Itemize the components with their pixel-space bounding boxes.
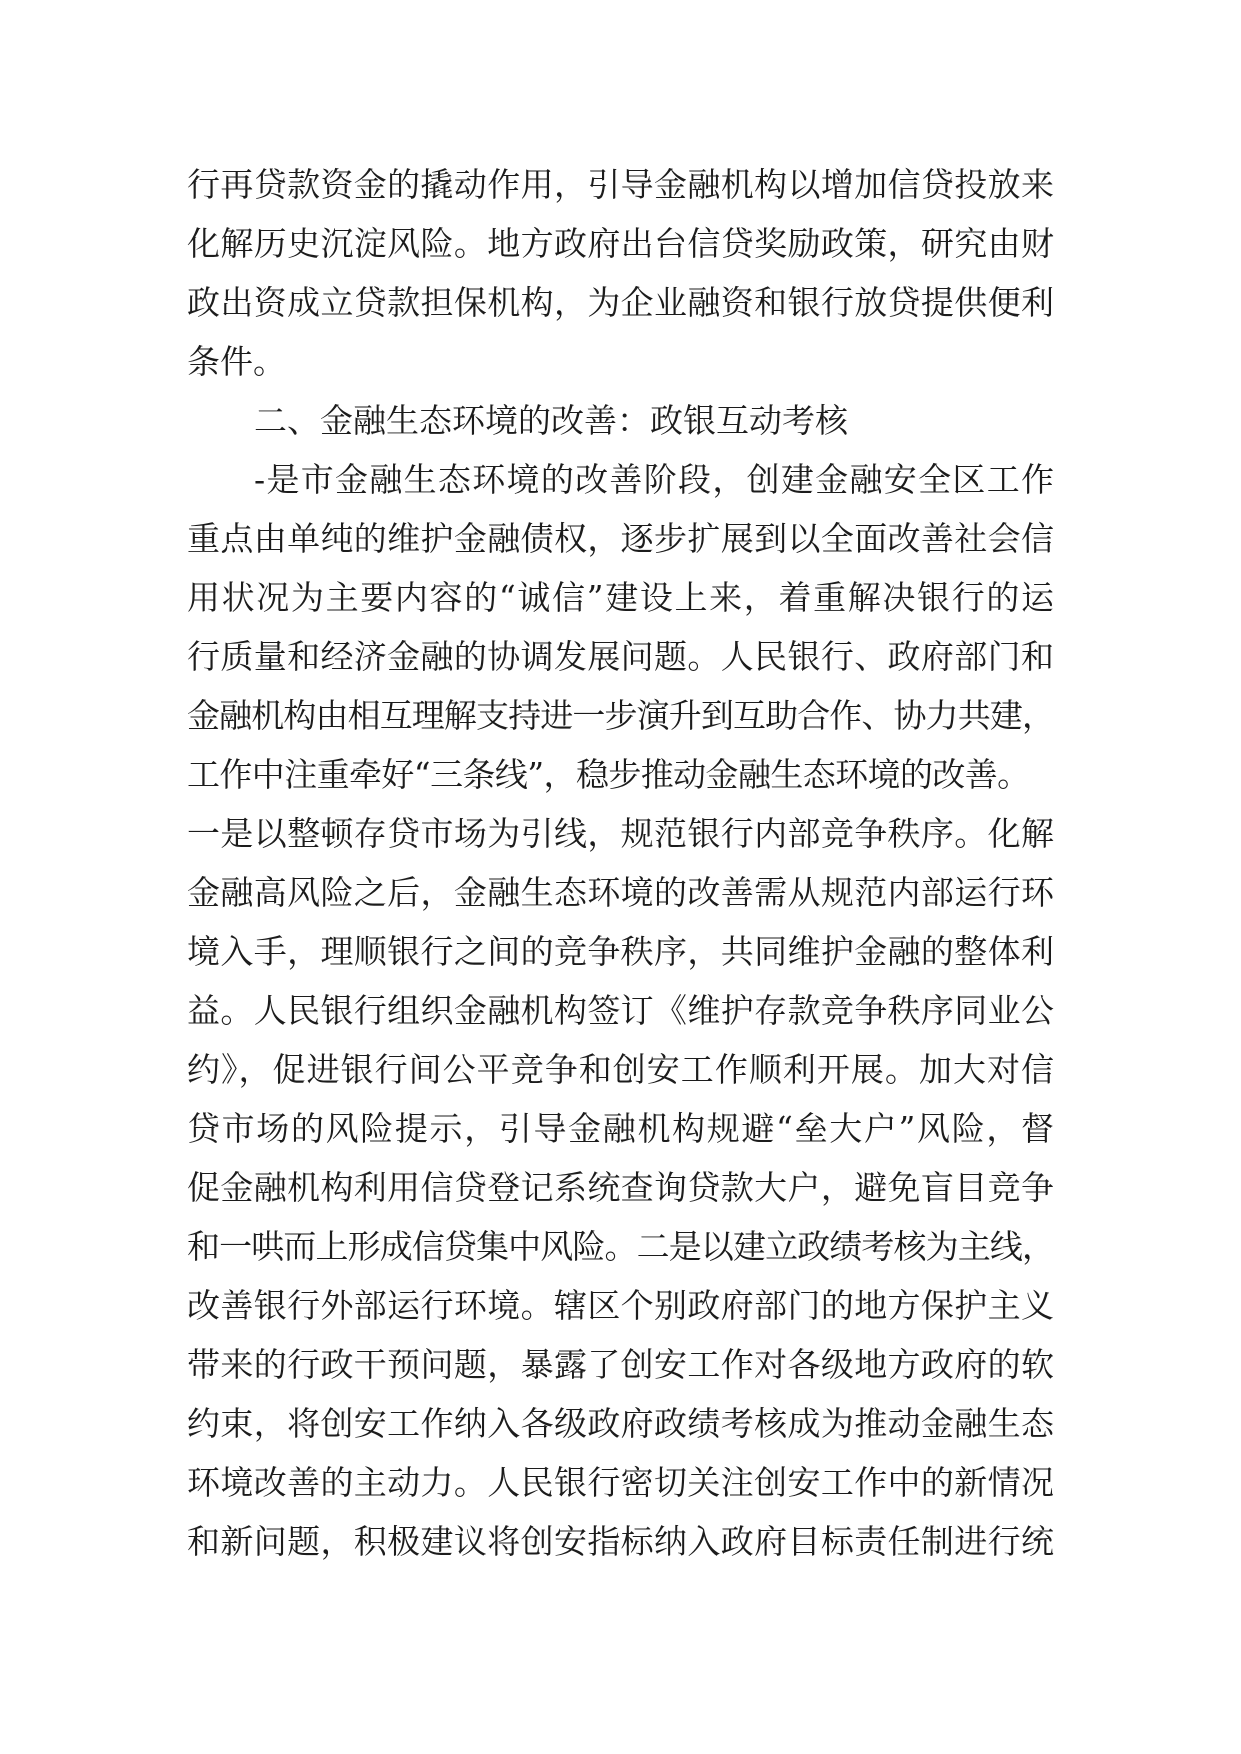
- intro-paragraph: [187, 155, 1054, 391]
- section-heading: 二、金融生态环境的改善：政银互动考核: [254, 401, 848, 440]
- text-line: 政出资成立贷款担保机构，为企业融资和银行放贷提供便利: [187, 283, 1054, 322]
- text-line: 益。人民银行组织金融机构签订《维护存款竞争秩序同业公: [187, 991, 1054, 1030]
- text-line: 约束，将创安工作纳入各级政府政绩考核成为推动金融生态: [187, 1404, 1054, 1443]
- text-line: 重点由单纯的维护金融债权，逐步扩展到以全面改善社会信: [187, 519, 1054, 558]
- text-line: 境入手，理顺银行之间的竞争秩序，共同维护金融的整体利: [187, 932, 1054, 971]
- text-line: 金融机构由相互理解支持进一步演升到互助合作、协力共建，: [187, 696, 1054, 735]
- text-line: 行质量和经济金融的协调发展问题。人民银行、政府部门和: [187, 637, 1054, 676]
- text-line: 用状况为主要内容的“诚信”建设上来，着重解决银行的运: [187, 578, 1054, 617]
- text-line: 和一哄而上形成信贷集中风险。二是以建立政绩考核为主线，: [187, 1227, 1054, 1266]
- text-line: 带来的行政干预问题，暴露了创安工作对各级地方政府的软: [187, 1345, 1054, 1384]
- text-line: 行再贷款资金的撬动作用，引导金融机构以增加信贷投放来: [187, 165, 1054, 204]
- text-line: 一是以整顿存贷市场为引线，规范银行内部竞争秩序。化解: [187, 814, 1054, 853]
- text-line: 金融高风险之后，金融生态环境的改善需从规范内部运行环: [187, 873, 1054, 912]
- text-line: 工作中注重牵好“三条线”，稳步推动金融生态环境的改善。: [187, 755, 1030, 794]
- text-line: 条件。: [187, 342, 286, 381]
- text-line: 和新问题，积极建议将创安指标纳入政府目标责任制进行统: [187, 1522, 1054, 1561]
- text-line: 改善银行外部运行环境。辖区个别政府部门的地方保护主义: [187, 1286, 1054, 1325]
- text-line: -是市金融生态环境的改善阶段，创建金融安全区工作: [254, 460, 1054, 499]
- text-line: 环境改善的主动力。人民银行密切关注创安工作中的新情况: [187, 1463, 1054, 1502]
- body-text: [187, 155, 1054, 1571]
- text-line: 贷市场的风险提示，引导金融机构规避“垒大户”风险，督: [187, 1109, 1054, 1148]
- section-paragraph: [187, 450, 1054, 1571]
- text-line: 促金融机构利用信贷登记系统查询贷款大户，避免盲目竞争: [187, 1168, 1054, 1207]
- text-line: 约》，促进银行间公平竞争和创安工作顺利开展。加大对信: [187, 1050, 1054, 1089]
- text-line: 化解历史沉淀风险。地方政府出台信贷奖励政策，研究由财: [187, 224, 1054, 263]
